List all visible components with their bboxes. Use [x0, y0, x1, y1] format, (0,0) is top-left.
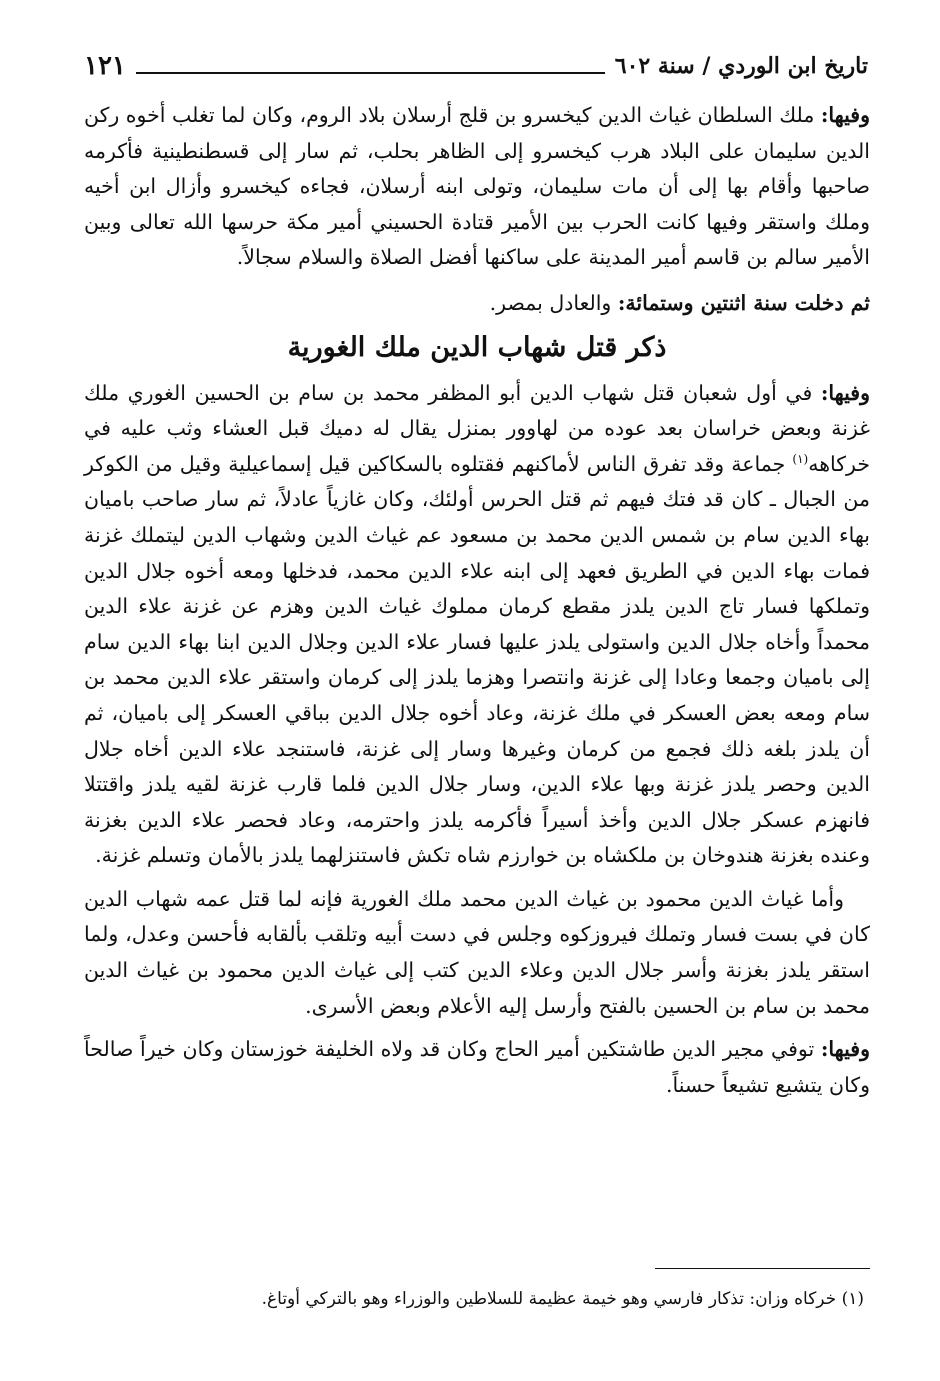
- footnote-text: (١) خركاه وزان: تذكار فارسي وهو خيمة عظيمة للسلاطين والوزراء وهو بالتركي أوتاغ.: [261, 1289, 864, 1309]
- year-heading-602: [84, 286, 870, 322]
- footnote-marker[interactable]: (١): [792, 451, 809, 466]
- paragraph-text: وأما غياث الدين محمود بن غياث الدين محمد ملك الغورية فإنه لما قتل عمه شهاب الدين كان في بست فسار وتملك فيروزكوه وجلس في دست أبيه وتلقب بألقابه فأحسن وعدل، ولما استقر يلدز بغزنة وأسر جلال الدين وعلاء الدين كتب إلى غياث الدين محمود بن غياث الدين محمد بن سام بن الحسين بالفتح وأرسل إليه الأعلام وبعض الأسرى.: [84, 886, 870, 1018]
- body-text: [84, 98, 870, 1103]
- spacer: [84, 276, 870, 286]
- paragraph-shihab-al-din: [84, 376, 870, 874]
- spacer: [84, 874, 870, 882]
- paragraph-lead: وفيها:: [820, 1037, 870, 1062]
- paragraph-sultan-kaykhusraw: [84, 98, 870, 276]
- footnote-rule: [655, 1268, 870, 1269]
- paragraph-mujir-al-din: [84, 1032, 870, 1103]
- header-rule: [136, 72, 605, 74]
- spacer: [84, 1024, 870, 1032]
- paragraph-text: جماعة وقد تفرق الناس لأماكنهم فقتلوه بالسكاكين قيل إسماعيلية وقيل من الكوكر من الجبال ـ كان قد فتك فيهم ثم قتل الحرس أولئك، وكان غازياً عادلاً، ثم سار صاحب باميان بهاء الدين سام بن شمس الدين محمد بن مسعود عم غياث الدين وشهاب الدين ليتملك غزنة فمات بهاء الدين في الطريق فعهد إلى ابنه علاء الدين محمد، فدخلها ومعه أخوه جلال الدين وتملكها فسار تاج الدين يلدز مقطع كرمان مملوك غياث الدين وهزم عن غزنة علاء الدين محمداً وأخاه جلال الدين واستولى يلدز عليها فسار علاء الدين وجلال الدين ابنا بهاء الدين سام إلى باميان وجمعا وعادا إلى غزنة وانتصرا وهزما يلدز إلى كرمان واستقر علاء الدين محمد بن سام ومعه بعض العسكر في ملك غزنة، وعاد أخوه جلال الدين بباقي العسكر إلى باميان، ثم أن يلدز بلغه ذلك فجمع من كرمان وغيرها وسار إلى غزنة، فاستنجد علاء الدين أخاه جلال الدين وحصر يلدز غزنة وبها علاء الدين، وسار جلال الدين فلما قارب غزنة لقيه يلدز واقتتلا فانهزم عسكر جلال الدين وأخذ أسيراً فأكرمه يلدز واحترمه، وعاد فحصر علاء الدين بغزنة وعنده بغزنة هندوخان بن ملكشاه بن خوارزم شاه تكش فاستنزلهما يلدز بالأمان وتسلم غزنة.: [84, 451, 870, 868]
- year-text: والعادل بمصر.: [489, 290, 618, 315]
- running-title: تاريخ ابن الوردي / سنة ٦٠٢: [614, 53, 868, 79]
- paragraph-lead: وفيها:: [820, 103, 870, 127]
- section-title: ذكر قتل شهاب الدين ملك الغورية: [287, 331, 667, 363]
- page-number: ١٢١: [84, 51, 126, 81]
- paragraph-text: توفي مجير الدين طاشتكين أمير الحاج وكان قد ولاه الخليفة خوزستان وكان خيراً صالحاً وكان يتشيع تشيعاً حسناً.: [84, 1037, 870, 1097]
- running-header: [84, 40, 868, 80]
- paragraph-lead: وفيها:: [820, 380, 870, 405]
- year-lead: ثم دخلت سنة اثنتين وستمائة:: [617, 290, 870, 315]
- paragraph-ghiyath-al-din: [84, 882, 870, 1024]
- paragraph-text: ملك السلطان غياث الدين كيخسرو بن قلج أرسلان بلاد الروم، وكان لما تغلب أخوه ركن الدين سليمان على البلاد هرب كيخسرو إلى الظاهر بحلب، ثم سار إلى قسطنطينية فأكرمه صاحبها وأقام بها إلى أن مات سليمان، وتولى ابنه أرسلان، فجاءه كيخسرو وأزال ابن أخيه وملك واستقر وفيها كانت الحرب بين الأمير قتادة الحسيني أمير مكة حرسها الله تعالى وبين الأمير سالم بن قاسم أمير المدينة على ساكنها أفضل الصلاة والسلام سجالاً.: [84, 103, 870, 270]
- footnote-area: [84, 1268, 870, 1313]
- paragraph-text: في أول شعبان قتل شهاب الدين أبو المظفر محمد بن سام بن الحسين الغوري ملك غزنة وبعض خراسان بعد عوده من لهاوور بمنزل يقال له دميك قبل العشاء وثب عليه في خركاهه: [84, 380, 870, 476]
